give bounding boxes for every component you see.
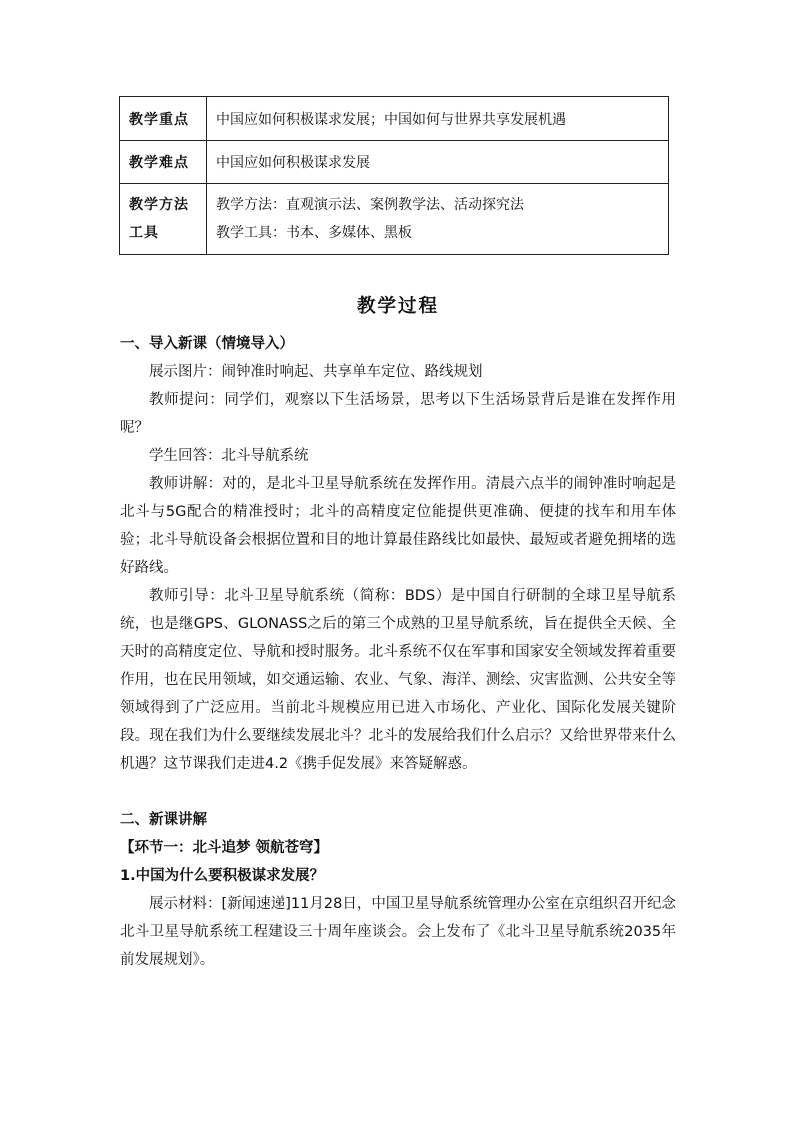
- key-points-content: 中国应如何积极谋求发展；中国如何与世界共享发展机遇: [207, 97, 669, 141]
- difficult-points-content: 中国应如何积极谋求发展: [207, 141, 669, 184]
- table-row: [120, 141, 669, 184]
- section2-question: 1.中国为什么要积极谋求发展？: [120, 868, 325, 884]
- methods-tools-label: [120, 184, 207, 255]
- section2-step-heading: 【环节一：北斗追梦 领航苍穹】: [120, 840, 329, 856]
- teaching-tools-text: 教学工具：书本、多媒体、黑板: [216, 225, 412, 241]
- difficult-points-label: 教学难点: [120, 141, 207, 184]
- lesson-process: [120, 290, 676, 974]
- paragraph: 教师讲解：对的，是北斗卫星导航系统在发挥作用。清晨六点半的闹钟准时响起是北斗与5G配合的精准授时；北斗的高精度定位能提供更准确、便捷的找车和用车体验；北斗导航设备会根据位置和目的地计算最佳路线比如最快、最短或者避免拥堵的选好路线。: [120, 476, 676, 576]
- paragraph: 教师引导：北斗卫星导航系统（简称：BDS）是中国自行研制的全球卫星导航系统，也是继GPS、GLONASS之后的第三个成熟的卫星导航系统，旨在提供全天候、全天时的高精度定位、导航和授时服务。北斗系统不仅在军事和国家安全领域发挥着重要作用，也在民用领域，如交通运输、农业、气象、海洋、测绘、灾害监测、公共安全等领域得到了广泛应用。当前北斗规模应用已进入市场化、产业化、国际化发展关键阶段。现在我们为什么要继续发展北斗？北斗的发展给我们什么启示？又给世界带来什么机遇？这节课我们走进4.2《携手促发展》来答疑解惑。: [120, 588, 676, 772]
- spacer: [120, 778, 676, 806]
- methods-label-line1: 教学方法: [129, 197, 189, 213]
- paragraph: 展示材料：[新闻速递]11月28日，中国卫星导航系统管理办公室在京组织召开纪念北斗卫星导航系统工程建设三十周年座谈会。会上发布了《北斗卫星导航系统2035年前发展规划》。: [120, 896, 676, 968]
- methods-tools-content: [207, 184, 669, 255]
- methods-label-line2: 工具: [129, 225, 159, 241]
- page-title: 教学过程: [356, 296, 439, 317]
- paragraph: 教师提问：同学们，观察以下生活场景，思考以下生活场景背后是谁在发挥作用呢？: [120, 392, 676, 436]
- key-points-label: 教学重点: [120, 97, 207, 141]
- section2-heading: 二、新课讲解: [120, 812, 207, 828]
- lesson-info-table: [119, 96, 669, 255]
- teaching-methods-text: 教学方法：直观演示法、案例教学法、活动探究法: [216, 197, 524, 213]
- table-row: [120, 97, 669, 141]
- paragraph: 展示图片：闹钟准时响起、共享单车定位、路线规划: [149, 364, 483, 380]
- table-row: [120, 184, 669, 255]
- section1-heading: 一、导入新课（情境导入）: [120, 336, 294, 352]
- paragraph: 学生回答：北斗导航系统: [149, 448, 309, 464]
